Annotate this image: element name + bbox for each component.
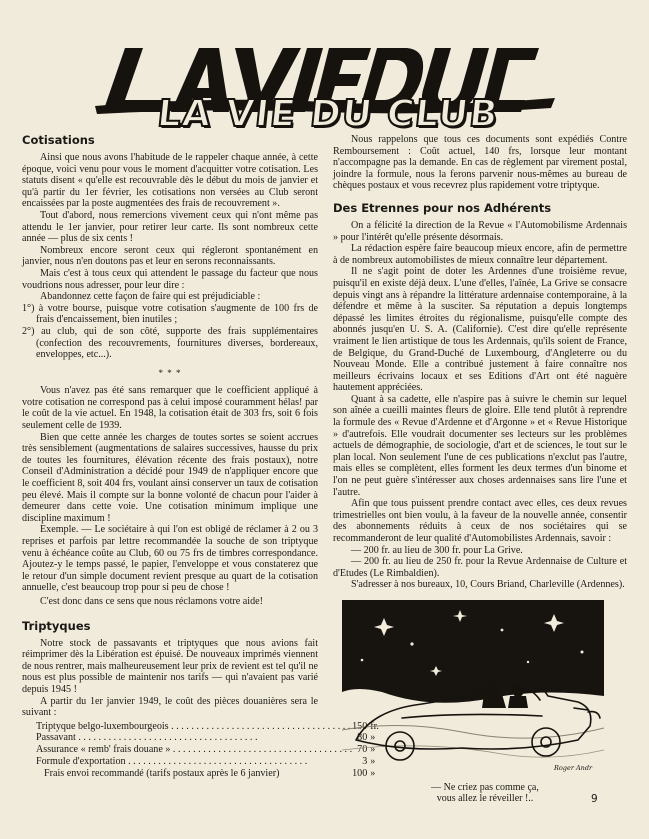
price-unit: » xyxy=(370,732,376,744)
car-cartoon-illustration xyxy=(342,600,604,778)
left-column xyxy=(22,133,379,779)
price-unit: » xyxy=(370,744,376,756)
paragraph: Nous rappelons que tous ces documents sont expédiés Contre Remboursement : Coût actuel, 140 frs, lorsque leur montant n'accompagne pas la demande. En cas de règlement par virement postal, joindre la formule, nous la ferons parvenir nous-mêmes au bureau de chèques postaux et vous recevrez plus rapidement votre triptyque. xyxy=(333,134,627,192)
paragraph: On a félicité la direction de la Revue « l'Automobilisme Ardennais » pour l'intérêt qu'elle présente désormais. xyxy=(333,219,627,243)
paragraph: Il ne s'agit point de doter les Ardennes d'une troisième revue, puisqu'il en existe déjà deux. L'une d'elles, l'aînée, La Grive se consacre depuis vingt ans à répandre la littérature ardennaise contemporaine, à la défendre et même à la susciter. Sa réputation a depuis longtemps dépassé les limites étroites du régionalisme, puisqu'elle compte des abonnés jusqu'en U. S. A. (Californie). C'est dire qu'elle représente vraiment le lien artistique de tous les Ardennais, qu'ils soient de France, de Belgique, du Grand-Duché de Luxembourg, d'Angleterre ou du Nouveau Monde. Elle a contribué justement à faire connaître nos meilleurs écrivains locaux et ses Editions d'Art ont été naguère hautement appréciées. xyxy=(333,266,627,394)
price-label: Triptyque belgo-luxembourgeois . . . xyxy=(36,721,352,733)
list-item: 1°) à votre bourse, puisque votre cotisation s'augmente de 100 frs de frais d'encaissement, bien inutiles ; xyxy=(22,302,318,326)
paragraph: Afin que tous puissent prendre contact avec elles, ces deux revues trimestrielles ont bien voulu, à la faveur de la nouvelle année, consentir des abonnements réduits à ceux de nos sociétaires qui se recommanderont de leur qualité d'Automobilistes Ardennais, savoir : xyxy=(333,498,627,544)
cotisations-heading: Cotisations xyxy=(22,133,95,147)
caption-line: — Ne criez pas comme ça, xyxy=(431,782,539,793)
page-number: 9 xyxy=(591,793,598,805)
price-label: Formule d'exportation . . . xyxy=(36,756,352,768)
paragraph: Tout d'abord, nous remercions vivement ceux qui n'ont même pas attendu le 1er janvier, pour retirer leur carte. Ils sont nombreux cette année — plus de six cents ! xyxy=(22,209,318,245)
cartoon-caption xyxy=(420,782,550,804)
price-unit: fr. xyxy=(370,720,379,732)
paragraph: Exemple. — Le sociétaire à qui l'on est obligé de réclamer à 2 ou 3 reprises et parfois par lettre recommandée la souche de son triptyque venu à échéance coûte au Club, 60 ou 75 frs de timbres correspondance. Ajoutez-y le temps passé, le papier, l'enveloppe et vous constaterez que le retour d'un simple document revient presque au quart de la cotisation annuelle, c'est beaucoup trop pour si peu de chose ! xyxy=(22,524,318,594)
artist-signature: Roger Andr xyxy=(554,764,593,772)
caption-line: vous allez le réveiller !.. xyxy=(436,793,534,804)
triptyques-heading: Triptyques xyxy=(22,618,91,633)
etrennes-heading: Des Etrennes pour nos Adhérents xyxy=(333,200,552,215)
right-column xyxy=(333,134,627,591)
price-value: 150 xyxy=(352,720,368,732)
table-row xyxy=(36,756,379,768)
price-value: 80 xyxy=(357,732,368,744)
paragraph: Vous n'avez pas été sans remarquer que le coefficient appliqué à votre cotisation ne correspond pas à celui imposé couramment hélas! par le coût de la vie actuel. En 1948, la cotisation était de 303 frs, soit 6 fois seulement celle de 1939. xyxy=(22,385,318,432)
paragraph: La rédaction espère faire beaucoup mieux encore, afin de permettre à de nombreux automobilistes de mieux connaître leur département. xyxy=(333,243,627,266)
paragraph: Abandonnez cette façon de faire qui est préjudiciable : xyxy=(40,291,261,303)
price-label: Assurance « remb' frais douane » . . . xyxy=(36,744,352,756)
club-banner xyxy=(95,42,555,135)
paragraph: Bien que cette année les charges de toutes sortes se soient accrues très sensiblement (augmentations de salaires successives, hausse du prix de toutes les fournitures, élévation récente des frais postaux), notre Conseil d'Administration a décidé pour 1949 de n'appliquer encore que le coefficient 8, soit 404 frs, voulant ainsi conserver un taux de cotisation peu élevé. Mais il compte sur la bonne volonté de chacun pour l'aider à demeurer dans cette voie. Une cotisation minimum implique une discipline maximum ! xyxy=(22,431,318,524)
paragraph: A partir du 1er janvier 1949, le coût des pièces douanières sera le suivant : xyxy=(22,695,318,719)
paragraph: C'est donc dans ce sens que nous réclamons votre aide! xyxy=(40,595,263,607)
paragraph: Notre stock de passavants et triptyques que nous avions fait réimprimer dès la Libération est épuisé. De nouveaux imprimés viennent de nous rentrer, mais malheureusement leur prix de revient est tel qu'il ne nous est plus possible de maintenir nos tarifs — qui n'avaient pas varié depuis 1945 ! xyxy=(22,637,318,695)
paragraph: S'adresser à nos bureaux, 10, Cours Briand, Charleville (Ardennes). xyxy=(351,579,625,591)
section-separator: * * * xyxy=(158,367,182,378)
table-row xyxy=(36,732,379,744)
cartoon-drawing xyxy=(342,600,604,778)
customs-price-table xyxy=(36,721,379,780)
paragraph: Nombreux encore seront ceux qui régleront spontanément en janvier, nous n'en doutons pas et leur en serons reconnaissants. xyxy=(22,244,318,268)
paragraph: Quant à sa cadette, elle n'aspire pas à suivre le chemin sur lequel son aînée a cueilli maintes fleurs de gloire. Elle tend plutôt à reprendre la formule des « Revue d'Ardenne et d'Argonne » et « Revue Historique » d'autrefois. Elle voudrait documenter ses lecteurs sur les problèmes actuels de démographie, de sociologie, d'art et de sciences, le tout sur le plan local. Non seulement l'une de ces publications n'exclut pas l'autre, mais elles se complètent, elles forment les deux termes d'un binome et l'on ne peut guère s'intéresser aux choses ardennaises sans lire l'une et l'autre. xyxy=(333,393,627,498)
price-value: 70 xyxy=(357,744,368,756)
price-unit: » xyxy=(370,767,376,779)
paragraph: Ainsi que nous avons l'habitude de le rappeler chaque année, à cette époque, voici venu pour vous le moment d'acquitter votre cotisation. Les statuts disent « qu'elle est recouvrable dès le début du mois de janvier et qu'à partir du 1er février, les cotisations non versées au Club seront encaissées par la poste augmentées des frais de recouvrement ». xyxy=(22,152,318,210)
price-label: Frais envoi recommandé (tarifs postaux après le 6 janvier) xyxy=(44,767,280,779)
paragraph: Mais c'est à tous ceux qui attendent le passage du facteur que nous voudrions nous adresser, pour leur dire : xyxy=(22,267,318,291)
price-label: Passavant . . . xyxy=(36,732,352,744)
paragraph: — 200 fr. au lieu de 300 fr. pour La Grive. xyxy=(351,544,523,556)
price-unit: » xyxy=(370,755,376,767)
paragraph: — 200 fr. au lieu de 250 fr. pour la Revue Ardennaise de Culture et d'Etudes (Le Rimbaldien). xyxy=(333,556,627,579)
table-row xyxy=(36,721,379,733)
banner-title: LA VIE DU CLUB xyxy=(155,92,501,135)
price-value: 3 xyxy=(362,755,368,767)
price-value: 100 xyxy=(352,767,368,779)
table-row xyxy=(36,768,379,780)
table-row xyxy=(36,744,379,756)
list-item: 2°) au club, qui de son côté, supporte des frais supplémentaires (confection des recouvrements, fournitures diverses, bordereaux, enveloppes, etc...). xyxy=(22,325,318,361)
